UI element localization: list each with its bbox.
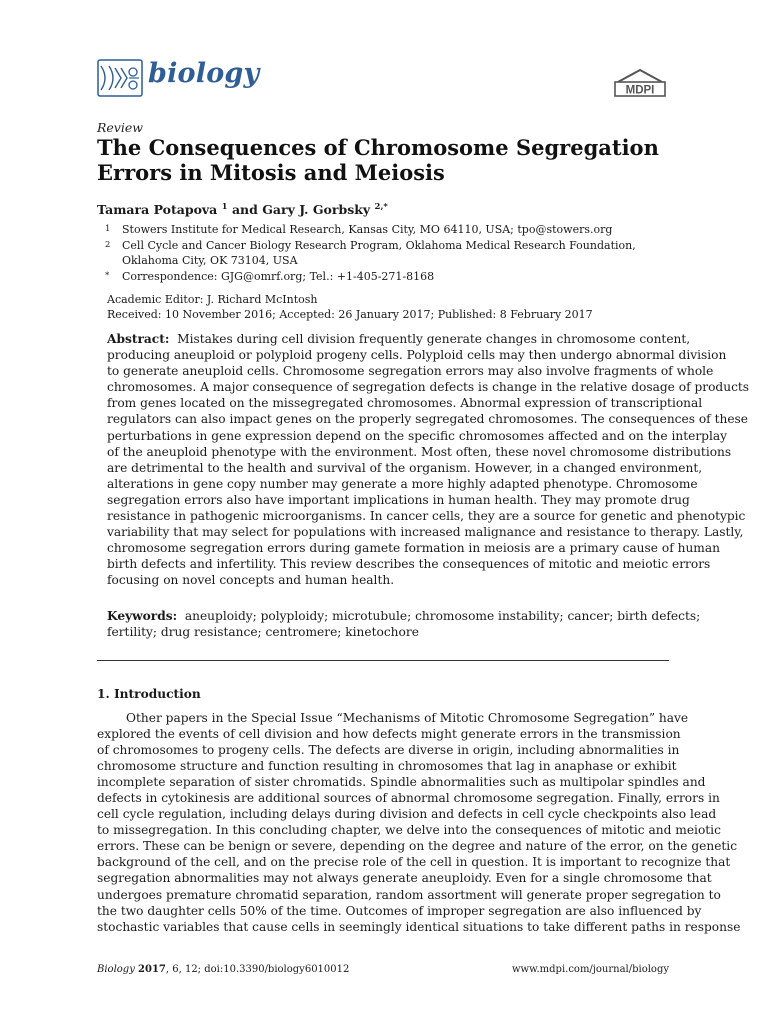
body-line: cell cycle regulation, including delays during division and defects in cell cycle checkpoints also lead bbox=[97, 807, 717, 822]
abstract-line: variability that may select for populations with increased malignance and resistance to therapy. Lastly, bbox=[107, 525, 744, 540]
affiliation-mark: 2 bbox=[105, 239, 111, 250]
paper-title bbox=[97, 135, 677, 185]
abstract-line: alterations in gene copy number may generate a more highly adapted phenotype. Chromosome bbox=[107, 476, 698, 491]
abstract-line: from genes located on the missegregated chromosomes. Abnormal expression of transcriptional bbox=[107, 396, 703, 411]
body-line: chromosome structure and function resulting in chromosomes that lag in anaphase or exhibit bbox=[97, 759, 677, 774]
abstract bbox=[107, 331, 750, 589]
academic-editor: Academic Editor: J. Richard McIntosh bbox=[107, 293, 318, 306]
body-line: undergoes premature chromatid separation, random assortment will generate proper segregation to bbox=[97, 887, 721, 902]
footer-journal: Biology bbox=[97, 964, 135, 975]
body-line: background of the cell, and on the precise role of the cell in question. It is important to recognize that bbox=[97, 855, 731, 870]
abstract-line: chromosomes. A major consequence of segregation defects is change in the relative dosage of products bbox=[107, 380, 750, 395]
keywords-label: Keywords: bbox=[107, 609, 178, 623]
abstract-line: regulators can also impact genes on the properly segregated chromosomes. The consequences of these bbox=[107, 412, 748, 427]
publisher-logo-icon bbox=[612, 68, 668, 98]
abstract-line: perturbations in gene expression depend on the specific chromosomes affected and on the interplay bbox=[107, 428, 728, 443]
journal-logo-icon bbox=[97, 58, 143, 98]
author-name: Gary J. Gorbsky bbox=[262, 202, 371, 218]
keywords-text: aneuploidy; polyploidy; microtubule; chromosome instability; cancer; birth defects; bbox=[184, 609, 701, 623]
abstract-line: of the aneuploid phenotype with the environment. Most often, these novel chromosome distributions bbox=[107, 444, 732, 459]
affiliation-mark: * bbox=[105, 270, 110, 281]
affiliation-mark: 1 bbox=[105, 224, 111, 234]
body-line: segregation abnormalities may not always generate aneuploidy. Even for a single chromosome that bbox=[97, 871, 712, 886]
keywords-line: fertility; drug resistance; centromere; kinetochore bbox=[107, 625, 419, 640]
body-line: explored the events of cell division and how defects might generate errors in the transmission bbox=[97, 727, 681, 742]
title-line: Errors in Mitosis and Meiosis bbox=[97, 160, 445, 185]
footer-doi: , 6, 12; doi:10.3390/biology6010012 bbox=[165, 964, 350, 975]
abstract-line: producing aneuploid or polyploid progeny cells. Polyploid cells may then undergo abnormal division bbox=[107, 348, 727, 363]
author-list bbox=[97, 202, 388, 217]
author-joiner: and bbox=[231, 202, 258, 218]
affiliations bbox=[97, 222, 677, 284]
correspondence-text: Correspondence: GJG@omrf.org; Tel.: +1-405-271-8168 bbox=[122, 269, 435, 283]
article-metadata bbox=[107, 292, 667, 322]
affiliation-text: Cell Cycle and Cancer Biology Research Program, Oklahoma Medical Research Foundation, bbox=[122, 238, 636, 252]
body-line: incomplete separation of sister chromatids. Spindle abnormalities such as multipolar spindles and bbox=[97, 775, 706, 790]
body-line: the two daughter cells 50% of the time. Outcomes of improper segregation are also influenced by bbox=[97, 903, 702, 918]
body-line: of chromosomes to progeny cells. The defects are diverse in origin, including abnormalities in bbox=[97, 743, 680, 758]
footer-citation bbox=[97, 964, 349, 975]
body-line: stochastic variables that cause cells in seemingly identical situations to take different paths in response bbox=[97, 919, 741, 934]
abstract-line: birth defects and infertility. This review describes the consequences of mitotic and meiotic errors bbox=[107, 557, 711, 572]
journal-name: biology bbox=[148, 58, 260, 89]
affiliation-text: Oklahoma City, OK 73104, USA bbox=[122, 254, 298, 267]
abstract-text: Mistakes during cell division frequently generate changes in chromosome content, bbox=[177, 332, 691, 346]
abstract-line: chromosome segregation errors during gamete formation in meiosis are a primary cause of human bbox=[107, 541, 720, 556]
abstract-line: resistance in pathogenic microorganisms. In cancer cells, they are a source for genetic and phenotypic bbox=[107, 509, 746, 524]
abstract-line: are detrimental to the health and survival of the organism. However, in a changed environment, bbox=[107, 460, 703, 475]
author-affiliation-mark: 2,* bbox=[374, 202, 388, 212]
author-affiliation-mark: 1 bbox=[221, 202, 228, 212]
footer-url-link[interactable]: www.mdpi.com/journal/biology bbox=[511, 964, 669, 975]
keywords bbox=[107, 608, 701, 640]
footer-year: 2017 bbox=[138, 964, 166, 975]
body-line: to missegregation. In this concluding chapter, we delve into the consequences of mitotic and meiotic bbox=[97, 823, 721, 838]
section-divider bbox=[97, 660, 669, 661]
body-line: errors. These can be benign or severe, depending on the degree and nature of the error, on the genetic bbox=[97, 839, 738, 854]
section-heading: 1. Introduction bbox=[97, 687, 201, 701]
affiliation-item bbox=[97, 238, 677, 254]
publisher-name: MDPI bbox=[625, 84, 655, 97]
affiliation-item bbox=[97, 269, 677, 285]
abstract-line: focusing on novel concepts and human health. bbox=[107, 573, 395, 588]
article-type: Review bbox=[97, 120, 143, 135]
abstract-line: to generate aneuploid cells. Chromosome segregation errors may also involve fragments of whole bbox=[107, 364, 714, 379]
body-line: defects in cytokinesis are additional sources of abnormal chromosome segregation. Finally, errors in bbox=[97, 791, 720, 806]
introduction-paragraph bbox=[97, 710, 741, 935]
abstract-line bbox=[107, 331, 691, 347]
abstract-line: segregation errors also have important implications in human health. They may promote drug bbox=[107, 492, 690, 507]
title-line: The Consequences of Chromosome Segregation bbox=[97, 135, 659, 160]
affiliation-text: Stowers Institute for Medical Research, Kansas City, MO 64110, USA; tpo@stowers.org bbox=[122, 223, 613, 236]
keywords-line bbox=[107, 608, 701, 624]
abstract-label: Abstract: bbox=[107, 332, 170, 346]
author-name: Tamara Potapova bbox=[97, 202, 218, 218]
body-line: Other papers in the Special Issue “Mechanisms of Mitotic Chromosome Segregation” have bbox=[126, 711, 689, 725]
affiliation-item bbox=[97, 222, 677, 238]
publication-dates: Received: 10 November 2016; Accepted: 26 January 2017; Published: 8 February 2017 bbox=[107, 308, 593, 321]
